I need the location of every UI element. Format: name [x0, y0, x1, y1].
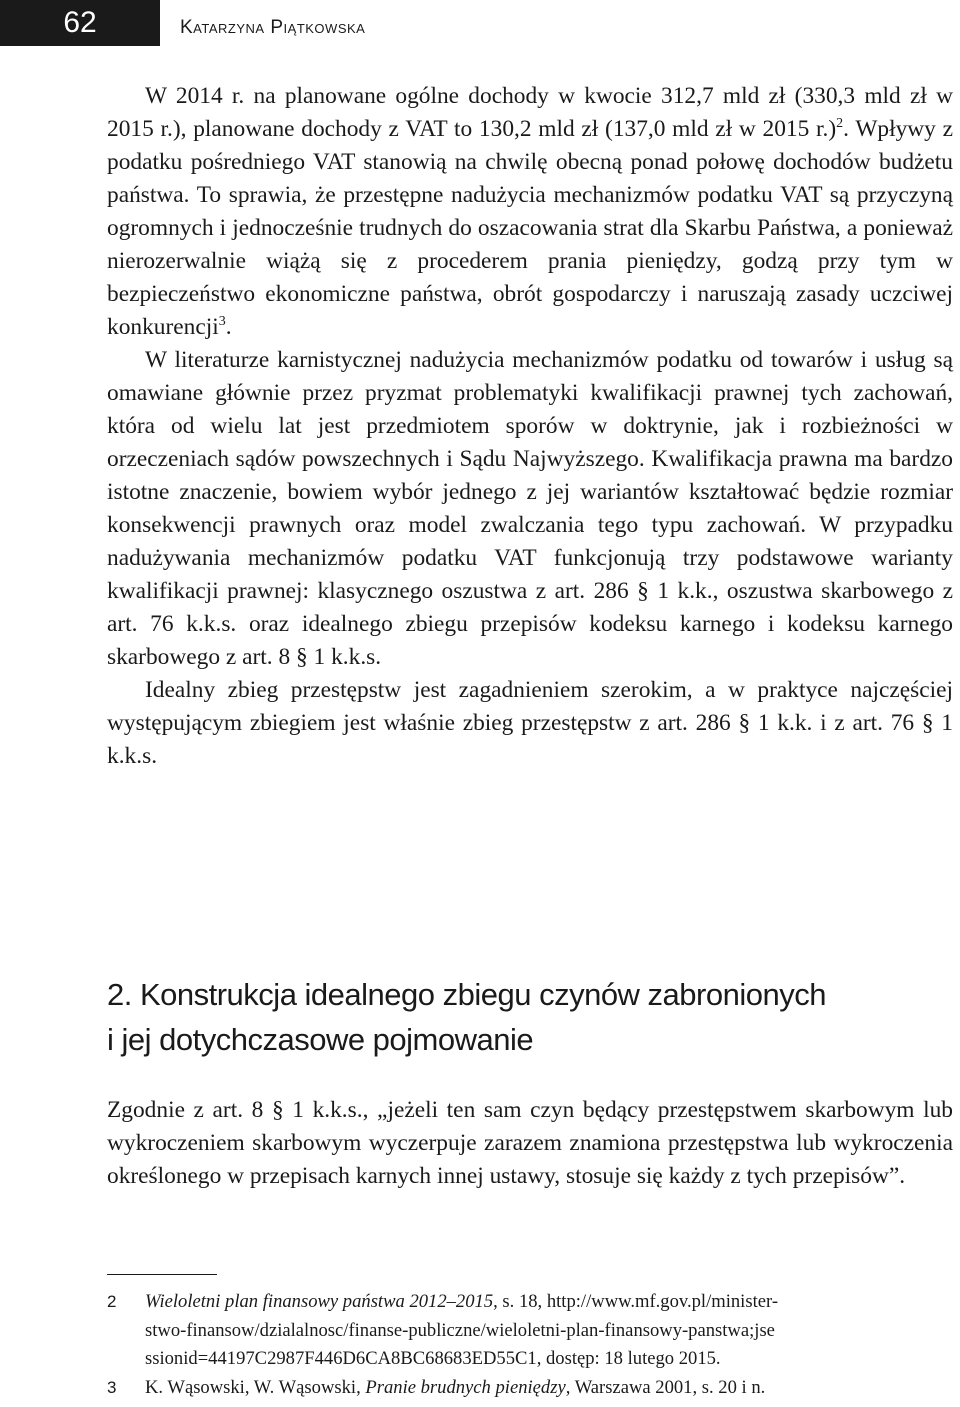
section-text — [107, 1094, 953, 1193]
running-head-author: Katarzyna Piątkowska — [180, 17, 366, 38]
paragraph-1 — [107, 80, 953, 344]
footnote-3 — [107, 1374, 957, 1403]
paragraph-1-part-c: . — [225, 314, 232, 340]
footnote-2-number: 2 — [107, 1292, 117, 1311]
footnote-ref-3[interactable]: 3 — [218, 314, 226, 329]
paragraph-1-part-b: . Wpływy z podatku pośredniego VAT stanowią na chwilę obecną ponad połowę dochodów budżetu państwa. To sprawia, że przestępne nadużycia mechanizmów podatku VAT są przyczyną ogromnych i jednocześnie trudnych do oszacowania strat dla Skarbu Państwa, a ponieważ nierozerwalnie wiążą się z procederem prania pieniędzy, godzą przy tym w bezpieczeństwo ekonomiczne państwa, obrót gospodarczy i naruszają zasady uczciwej konkurencji — [107, 116, 953, 340]
section-paragraph-1: Zgodnie z art. 8 § 1 k.k.s., „jeżeli ten sam czyn będący przestępstwem skarbowym lub wykroczeniem skarbowym wyczerpuje zarazem znamiona przestępstwa lub wykroczenia określonego w przepisach karnych innej ustawy, stosuje się każdy z tych przepisów”. — [107, 1097, 953, 1189]
footnote-3-line-1 — [145, 1374, 957, 1403]
footnote-3-publication: , Warszawa 2001, s. 20 i n. — [565, 1376, 766, 1398]
section-heading — [107, 972, 957, 1062]
footnote-3-number: 3 — [107, 1377, 117, 1397]
paragraph-3: Idealny zbieg przestępstw jest zagadnieniem szerokim, a w praktyce najczęściej występującym zbiegiem jest właśnie zbieg przestępstw z art. 286 § 1 k.k. i z art. 76 § 1 k.k.s. — [107, 677, 953, 769]
paragraph-1-part-a: W 2014 r. na planowane ogólne dochody w kwocie 312,7 mld zł (330,3 mld zł w 2015 r.), planowane dochody z VAT to 130,2 mld zł (137,0 mld zł w 2015 r.) — [107, 83, 953, 142]
footnote-ref-2[interactable]: 2 — [836, 116, 844, 131]
footnote-2-link-start[interactable]: , s. 18, http://www.mf.gov.pl/minister- — [493, 1291, 779, 1312]
page-number: 62 — [0, 0, 160, 46]
footnote-2-line-1 — [145, 1288, 957, 1317]
section-heading-line-2: i jej dotychczasowe pojmowanie — [107, 1022, 534, 1057]
footnote-3-title: Pranie brudnych pieniędzy — [365, 1376, 566, 1398]
footnote-3-authors: K. Wąsowski, W. Wąsowski, — [145, 1376, 366, 1398]
footnote-separator — [107, 1274, 217, 1275]
footnote-2-line-2[interactable]: stwo-finansow/dzialalnosc/finanse-publiczne/wieloletni-plan-finansowy-panstwa;jse — [145, 1319, 775, 1341]
footnote-2-title: Wieloletni plan finansowy państwa 2012–2015 — [145, 1291, 494, 1312]
paragraph-2: W literaturze karnistycznej nadużycia mechanizmów podatku od towarów i usług są omawiane głównie przez pryzmat problematyki kwalifikacji prawnej tych zachowań, która od wielu lat jest przedmiotem sporów w doktrynie, jak i rozbieżności w orzeczeniach sądów powszechnych i Sądu Najwyższego. Kwalifikacja prawna ma bardzo istotne znaczenie, bowiem wybór jednego z jej wariantów kształtować będzie rozmiar konsekwencji prawnych oraz model zwalczania tego typu zachowań. W przypadku nadużywania mechanizmów podatku VAT funkcjonują trzy podstawowe warianty kwalifikacji prawnej: klasycznego oszustwa z art. 286 § 1 k.k., oszustwa skarbowego z art. 76 k.k.s. oraz idealnego zbiegu przepisów kodeksu karnego i kodeksu karnego skarbowego z art. 8 § 1 k.k.s. — [107, 347, 953, 670]
section-heading-line-1: 2. Konstrukcja idealnego zbiegu czynów zabronionych — [107, 977, 826, 1012]
footnote-2-line-3[interactable]: ssionid=44197C2987F446D6CA8BC68683ED55C1, dostęp: 18 lutego 2015. — [145, 1348, 721, 1369]
footnote-2 — [107, 1288, 957, 1374]
main-text — [107, 80, 953, 773]
footnotes — [107, 1288, 957, 1402]
